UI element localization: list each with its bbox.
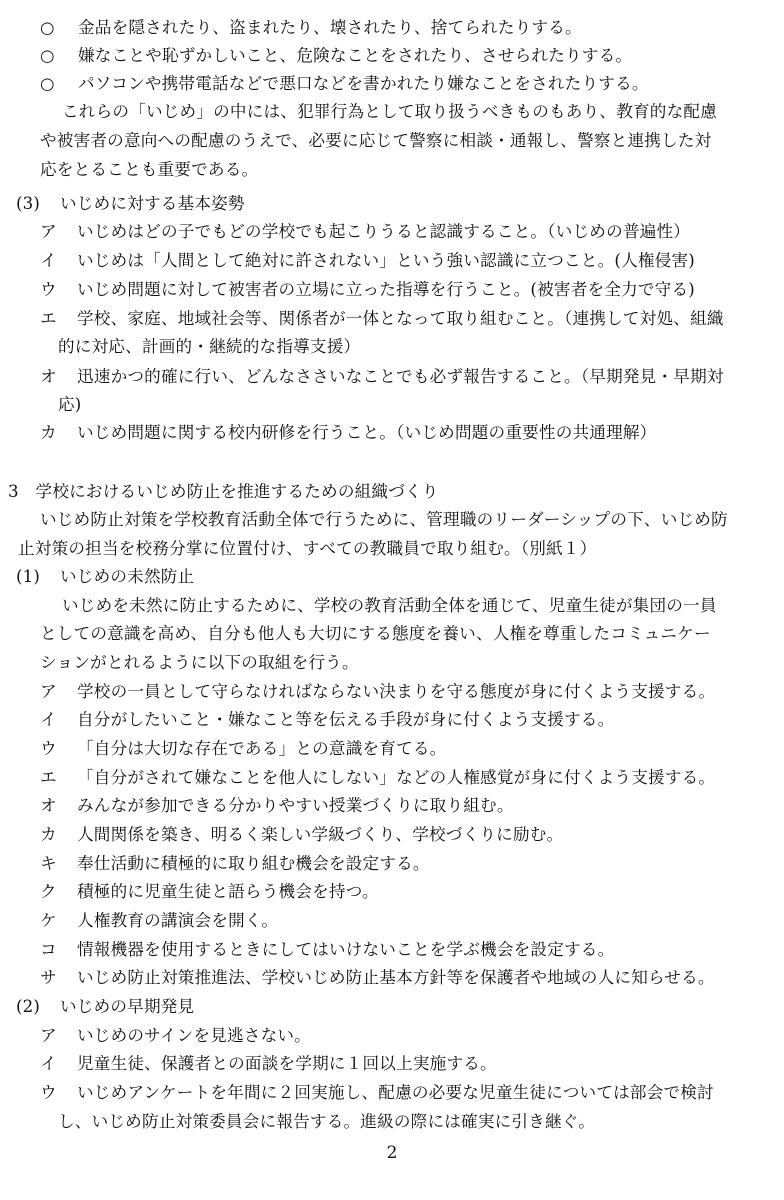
item-mark: ア [40, 682, 57, 701]
list-item [40, 706, 614, 734]
bullet-item [40, 70, 649, 98]
list-item [40, 821, 563, 849]
list-item [40, 878, 379, 906]
item-mark: サ [40, 968, 57, 987]
item-mark: エ [40, 309, 57, 328]
item-mark: ク [40, 882, 57, 901]
bullet-mark: ○ [40, 18, 55, 37]
page-number: 2 [386, 1143, 398, 1163]
paragraph-line: 止対策の担当を校務分掌に位置付け、すべての教職員で取り組む。（別紙１） [18, 539, 597, 558]
item-text: 情報機器を使用するときにしてはいけないことを学ぶ機会を設定する。 [77, 940, 615, 959]
item-mark: イ [40, 251, 57, 270]
bullet-item [40, 42, 632, 70]
bullet-item [40, 14, 582, 42]
item-text: 自分がしたいこと・嫌なこと等を伝える手段が身に付くよう支援する。 [77, 710, 615, 729]
list-item [40, 1050, 497, 1078]
item-mark: ア [40, 222, 57, 241]
item-mark: ケ [40, 911, 57, 930]
section-title: いじめに対する基本姿勢 [60, 194, 245, 213]
paragraph-line: としての意識を高め、自分も他人も大切にする態度を養い、人権を尊重したコミュニケー [40, 624, 711, 643]
item-text: いじめはどの子でもどの学校でも起こりうると認識すること。（いじめの普遍性） [77, 222, 691, 241]
list-item [40, 247, 695, 275]
item-text: みんなが参加できる分かりやすい授業づくりに取り組む。 [77, 796, 514, 815]
list-item [40, 419, 656, 447]
section-title: いじめの早期発見 [60, 997, 195, 1016]
item-mark: カ [40, 825, 57, 844]
bullet-text: 嫌なことや恥ずかしいこと、危険なことをされたり、させられたりする。 [78, 46, 633, 65]
item-mark: ウ [40, 280, 57, 299]
item-mark: イ [40, 710, 57, 729]
item-text: いじめ問題に関する校内研修を行うこと。（いじめ問題の重要性の共通理解） [77, 423, 657, 442]
item-text: 「自分がされて嫌なことを他人にしない」などの人権感覚が身に付くよう支援する。 [77, 768, 716, 787]
paragraph-line: や被害者の意向への配慮のうえで、必要に応じて警察に相談・通報し、警察と連携した対 [40, 131, 712, 150]
list-item [40, 1079, 714, 1107]
bullet-mark: ○ [40, 74, 55, 93]
item-text: 人間関係を築き、明るく楽しい学級づくり、学校づくりに励む。 [77, 825, 564, 844]
item-continuation: し、いじめ防止対策委員会に報告する。進級の際には確実に引き継ぐ。 [58, 1112, 596, 1131]
item-mark: エ [40, 768, 57, 787]
item-mark: カ [40, 423, 57, 442]
list-item [40, 792, 514, 820]
item-mark: コ [40, 940, 57, 959]
item-text: 積極的に児童生徒と語らう機会を持つ。 [77, 882, 379, 901]
section-heading [16, 993, 194, 1021]
list-item [40, 305, 724, 333]
section-number: (3) [16, 194, 41, 213]
paragraph-line: いじめを未然に防止するために、学校の教育活動全体を通じて、児童生徒が集団の一員 [62, 596, 717, 615]
item-text: 人権教育の講演会を開く。 [77, 911, 279, 930]
list-item [40, 218, 690, 246]
item-text: 奉仕活動に積極的に取り組む機会を設定する。 [77, 854, 430, 873]
list-item [40, 764, 715, 792]
section-heading [16, 563, 194, 591]
item-text: いじめアンケートを年間に２回実施し、配慮の必要な児童生徒については部会で検討 [77, 1083, 714, 1102]
list-item [40, 735, 446, 763]
item-mark: オ [40, 367, 57, 386]
list-item [40, 678, 715, 706]
bullet-text: 金品を隠されたり、盗まれたり、壊されたり、捨てられたりする。 [78, 18, 582, 37]
item-text: 学校、家庭、地域社会等、関係者が一体となって取り組むこと。（連携して対処、組織 [77, 309, 724, 328]
section-heading [16, 190, 245, 218]
item-text: 学校の一員として守らなければならない決まりを守る態度が身に付くよう支援する。 [77, 682, 716, 701]
item-mark: ウ [40, 1083, 57, 1102]
list-item [40, 964, 715, 992]
item-mark: ア [40, 1026, 57, 1045]
list-item [40, 1022, 311, 1050]
item-mark: ウ [40, 739, 57, 758]
section-number: (1) [16, 567, 41, 586]
item-mark: イ [40, 1054, 57, 1073]
section-title: いじめの未然防止 [60, 567, 195, 586]
chapter-heading: 3 学校におけるいじめ防止を推進するための組織づくり [8, 482, 439, 501]
item-text: 迅速かつ的確に行い、どんなささいなことでも必ず報告すること。（早期発見・早期対 [77, 367, 724, 386]
list-item [40, 276, 695, 304]
item-text: 児童生徒、保護者との面談を学期に１回以上実施する。 [77, 1054, 497, 1073]
paragraph-line: 応をとることも重要である。 [40, 160, 259, 179]
list-item [40, 907, 278, 935]
list-item [40, 936, 614, 964]
bullet-text: パソコンや携帯電話などで悪口などを書かれたり嫌なことをされたりする。 [78, 74, 649, 93]
item-continuation: 応) [58, 395, 82, 414]
paragraph-line: いじめ防止対策を学校教育活動全体で行うために、管理職のリーダーシップの下、いじめ防 [40, 510, 728, 529]
item-text: 「自分は大切な存在である」との意識を育てる。 [77, 739, 447, 758]
section-number: (2) [16, 997, 41, 1016]
item-mark: オ [40, 796, 57, 815]
item-mark: キ [40, 854, 57, 873]
item-continuation: 的に対応、計画的・継続的な指導支援） [58, 337, 361, 356]
item-text: いじめ防止対策推進法、学校いじめ防止基本方針等を保護者や地域の人に知らせる。 [77, 968, 715, 987]
item-text: いじめのサインを見逃さない。 [77, 1026, 311, 1045]
list-item [40, 850, 430, 878]
paragraph-line: これらの「いじめ」の中には、犯罪行為として取り扱うべきものもあり、教育的な配慮 [62, 102, 717, 121]
item-text: いじめ問題に対して被害者の立場に立った指導を行うこと。(被害者を全力で守る) [77, 280, 695, 299]
item-text: いじめは「人間として絶対に許されない」という強い認識に立つこと。(人権侵害) [77, 251, 695, 270]
list-item [40, 363, 724, 391]
paragraph-line: ションがとれるように以下の取組を行う。 [40, 653, 359, 672]
bullet-mark: ○ [40, 46, 55, 65]
